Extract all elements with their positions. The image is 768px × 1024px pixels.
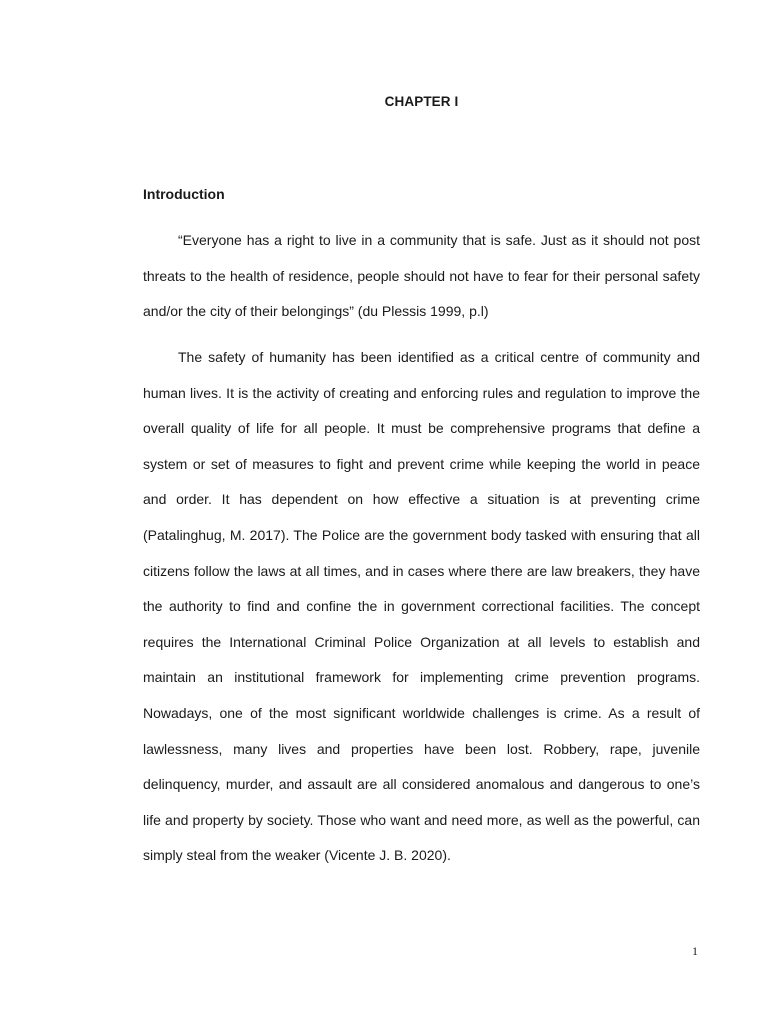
page-number: 1 xyxy=(692,944,698,958)
paragraph-quote xyxy=(143,223,700,330)
paragraph-text: “Everyone has a right to live in a community that is safe. Just as it should not post threats to the health of residence, people should not have to fear for their personal safety and/or the city of their belongings” (du Plessis 1999, p.l) xyxy=(143,232,700,320)
paragraph-body xyxy=(143,340,700,874)
section-heading: Introduction xyxy=(143,186,225,202)
chapter-title: CHAPTER I xyxy=(384,94,459,109)
paragraph-text: The safety of humanity has been identified as a critical centre of community and human lives. It is the activity of creating and enforcing rules and regulation to improve the overall quality of life for all people. It must be comprehensive programs that define a system or set of measures to fight and prevent crime while keeping the world in peace and order. It has dependent on how effective a situation is at preventing crime (Patalinghug, M. 2017). The Police are the government body tasked with ensuring that all citizens follow the laws at all times, and in cases where there are law breakers, they have the authority to find and confine the in government correctional facilities. The concept requires the International Criminal Police Organization at all levels to establish and maintain an institutional framework for implementing crime prevention programs. Nowadays, one of the most significant worldwide challenges is crime. As a result of lawlessness, many lives and properties have been lost. Robbery, rape, juvenile delinquency, murder, and assault are all considered anomalous and dangerous to one’s life and property by society. Those who want and need more, as well as the powerful, can simply steal from the weaker (Vicente J. B. 2020). xyxy=(143,349,700,864)
